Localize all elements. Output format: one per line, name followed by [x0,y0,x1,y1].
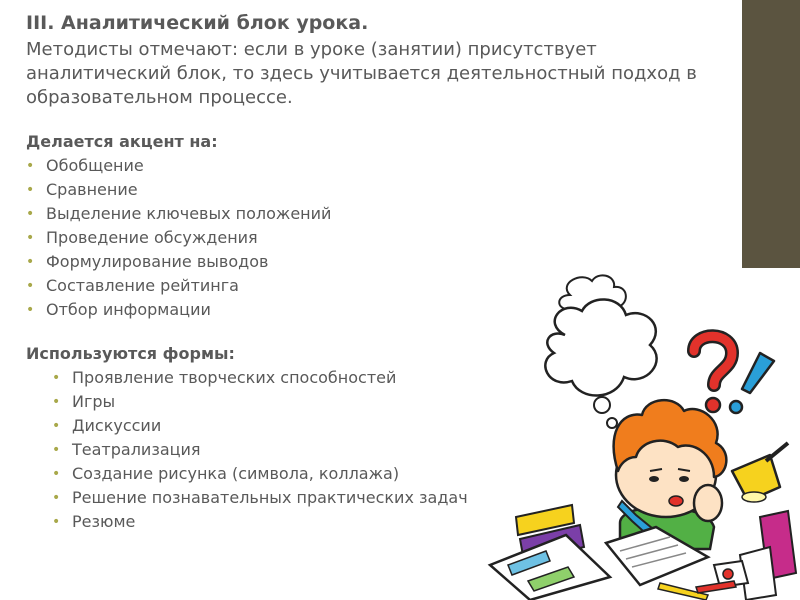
bullet-icon: • [52,370,61,386]
section-heading-forms: Используются формы: [26,344,235,363]
list-item: • Проявление творческих способностей [26,366,738,390]
bullet-icon: • [26,182,35,198]
list-item: • Отбор информации [26,298,738,322]
bullet-icon: • [52,394,61,410]
bullet-icon: • [52,514,61,530]
bullet-icon: • [26,206,35,222]
bullet-icon: • [26,230,35,246]
bullet-icon: • [52,466,61,482]
list-item: • Театрализация [26,438,738,462]
desk-lamp-icon [732,443,788,502]
boy-icon [614,400,727,549]
list-item: • Проведение обсуждения [26,226,738,250]
thought-bubble-icon [545,275,656,428]
student-illustration [470,265,800,600]
list-item: • Формулирование выводов [26,250,738,274]
list-item: • Сравнение [26,178,738,202]
list-item: • Резюме [26,510,738,534]
bullet-icon: • [26,278,35,294]
bullet-icon: • [26,158,35,174]
bullet-icon: • [26,302,35,318]
list-item: • Создание рисунка (символа, коллажа) [26,462,738,486]
section-heading-accent: Делается акцент на: [26,132,218,151]
bullet-icon: • [52,490,61,506]
list-item: • Дискуссии [26,414,738,438]
bullet-icon: • [26,254,35,270]
list-item: • Игры [26,390,738,414]
list-item: • Выделение ключевых положений [26,202,738,226]
accent-bar [742,0,800,268]
question-mark-icon [694,336,732,412]
list-item: • Составление рейтинга [26,274,738,298]
list-item: • Обобщение [26,154,738,178]
list-item: • Решение познавательных практических задач [26,486,738,510]
slide-title: III. Аналитический блок урока. [26,12,369,34]
bullet-icon: • [52,418,61,434]
bullet-icon: • [52,442,61,458]
intro-paragraph: Методисты отмечают: если в уроке (занятии) присутствует аналитический блок, то здесь учитывается деятельностный подход в образовательном процессе. [26,39,697,108]
